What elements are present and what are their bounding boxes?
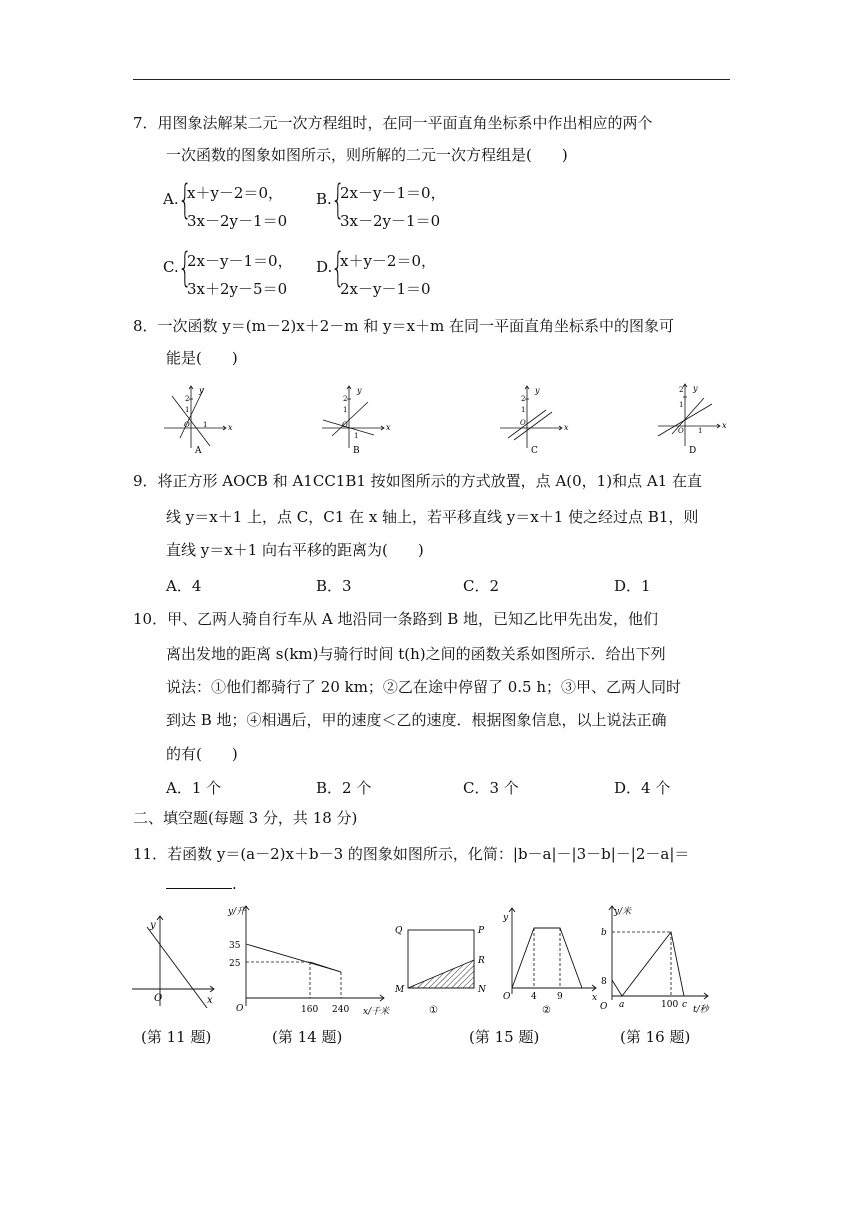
tick-2: 2 <box>343 395 348 403</box>
q7-option-b-label: B. <box>316 190 332 208</box>
q7-b-eq2: 3x－2y－1＝0 <box>340 212 441 230</box>
tick-1-x: 1 <box>203 421 208 429</box>
q10-option-d[interactable]: D．4 个 <box>614 779 671 797</box>
q10-option-a[interactable]: A．1 个 <box>166 779 222 797</box>
q9-option-c[interactable]: C．2 <box>463 577 500 595</box>
origin-label: O <box>678 427 684 435</box>
q11-period: . <box>232 875 237 893</box>
q9-line2: 线 y＝x＋1 上，点 C，C1 在 x 轴上，若平移直线 y＝x＋1 使之经过点 B1，则 <box>166 508 699 526</box>
tick-2: 2 <box>679 386 684 394</box>
fig11-y-label: y <box>150 920 156 931</box>
tick-1-x: 1 <box>698 427 703 435</box>
tick-1: 1 <box>521 406 526 414</box>
q7-option-d-label: D. <box>316 258 333 276</box>
tick-1: 1 <box>679 401 684 409</box>
fig15-n: N <box>478 985 486 995</box>
fig14-v25: 25 <box>229 959 241 969</box>
fig11-x-label: x <box>207 995 213 1006</box>
fig14-v240: 240 <box>332 1005 350 1015</box>
fig15-m: M <box>395 985 405 995</box>
figure-14-caption: (第 14 题) <box>272 1028 343 1046</box>
fig15-p: P <box>478 926 485 936</box>
figure-16-caption: (第 16 题) <box>620 1028 691 1046</box>
figure-16 <box>598 900 716 1018</box>
fig15b-t4: 4 <box>531 992 537 1002</box>
fig15b-origin: O <box>503 992 511 1002</box>
tick-1: 1 <box>343 406 348 414</box>
origin-label: O <box>520 419 526 427</box>
q8-graph-d[interactable] <box>654 380 734 457</box>
origin-label: O <box>184 421 190 429</box>
fig16-a: a <box>619 1000 625 1010</box>
graph-label-b: B <box>353 446 360 456</box>
fig16-origin: O <box>600 1002 608 1012</box>
q7-a-eq1: x＋y－2＝0， <box>187 184 284 202</box>
tick-2: 2 <box>521 395 526 403</box>
q8-graph-a[interactable] <box>160 382 240 457</box>
q9-option-d[interactable]: D．1 <box>614 577 651 595</box>
figure-14 <box>226 900 396 1020</box>
fig16-v8: 8 <box>601 977 607 987</box>
brace: { <box>331 177 345 223</box>
graph-label-c: C <box>531 446 538 456</box>
q10-line1: 10．甲、乙两人骑自行车从 A 地沿同一条路到 B 地，已知乙比甲先出发，他们 <box>133 610 659 628</box>
q7-option-a-label: A. <box>163 190 179 208</box>
brace: { <box>331 245 345 291</box>
fig16-b: b <box>601 928 607 938</box>
tick-2: 2 <box>185 395 190 403</box>
q7-b-eq1: 2x－y－1＝0， <box>340 184 446 202</box>
q7-d-eq2: 2x－y－1＝0 <box>340 280 431 298</box>
q7-a-eq2: 3x－2y－1＝0 <box>187 212 288 230</box>
fig15-q: Q <box>395 926 403 936</box>
graph-label-d: D <box>689 446 697 456</box>
q9-option-a[interactable]: A．4 <box>166 577 202 595</box>
q8-line2: 能是( ) <box>166 349 238 367</box>
q10-line3: 说法：①他们都骑行了 20 km；②乙在途中停留了 0.5 h；③甲、乙两人同时 <box>166 678 681 696</box>
q10-option-b[interactable]: B．2 个 <box>316 779 372 797</box>
origin-label: O <box>342 421 348 429</box>
answer-blank[interactable] <box>166 874 232 889</box>
fig11-origin: O <box>154 993 163 1004</box>
q7-c-eq2: 3x＋2y－5＝0 <box>187 280 288 298</box>
q8-graph-c[interactable] <box>496 382 576 457</box>
q9-line3: 直线 y＝x＋1 向右平移的距离为( ) <box>166 541 424 559</box>
figure-15-part2 <box>498 902 602 1018</box>
section-2-heading: 二、填空题(每题 3 分，共 18 分) <box>133 809 358 827</box>
q10-line2: 离出发地的距离 s(km)与骑行时间 t(h)之间的函数关系如图所示．给出下列 <box>166 645 666 663</box>
q10-line5: 的有( ) <box>166 745 238 763</box>
q8-line1: 8．一次函数 y＝(m－2)x＋2－m 和 y＝x＋m 在同一平面直角坐标系中的图象可 <box>133 317 674 335</box>
fig15b-t9: 9 <box>557 992 563 1002</box>
q10-option-c[interactable]: C．3 个 <box>463 779 519 797</box>
q9-line1: 9．将正方形 AOCB 和 A1CC1B1 按如图所示的方式放置，点 A(0，1)和点 A1 在直 <box>133 472 702 490</box>
fig16-x-label: t/秒 <box>693 1005 709 1015</box>
fig15-r: R <box>478 956 485 966</box>
brace: { <box>178 177 192 223</box>
q7-option-c-label: C. <box>163 258 179 276</box>
q7-d-eq1: x＋y－2＝0， <box>340 252 437 270</box>
y-axis-label: y <box>357 386 362 395</box>
q7-c-eq1: 2x－y－1＝0， <box>187 252 293 270</box>
q11-answer-line[interactable] <box>166 868 736 900</box>
fig16-y-label: y/米 <box>614 907 632 917</box>
fig16-v100: 100 <box>661 1000 679 1010</box>
fig14-v160: 160 <box>301 1005 319 1015</box>
header-rule <box>133 79 730 80</box>
q7-line1: 7．用图象法解某二元一次方程组时，在同一平面直角坐标系中作出相应的两个 <box>133 114 653 132</box>
figure-15-caption: (第 15 题) <box>469 1028 540 1046</box>
y-axis-label: y <box>199 386 204 395</box>
fig14-x-label: x/千米 <box>363 1007 390 1017</box>
tick-1: 1 <box>185 406 190 414</box>
figure-11 <box>128 908 224 1008</box>
q7-line2: 一次函数的图象如图所示，则所解的二元一次方程组是( ) <box>166 146 568 164</box>
x-axis-label: x <box>564 423 569 432</box>
figure-15-part1 <box>391 918 493 1018</box>
y-axis-label: y <box>535 386 540 395</box>
graph-label-a: A <box>195 446 202 456</box>
fig15-mark-1: ① <box>429 1005 438 1016</box>
fig15-mark-2: ② <box>542 1005 551 1016</box>
q11-line1: 11．若函数 y＝(a－2)x＋b－3 的图象如图所示，化简：|b－a|－|3－b|－|2－a|＝ <box>133 845 690 863</box>
q9-option-b[interactable]: B．3 <box>316 577 352 595</box>
figure-11-caption: (第 11 题) <box>141 1028 212 1046</box>
fig14-v35: 35 <box>229 941 241 951</box>
x-axis-label: x <box>386 423 391 432</box>
fig15b-x: x <box>592 993 598 1003</box>
x-axis-label: x <box>722 421 727 430</box>
y-axis-label: y <box>693 384 698 393</box>
x-axis-label: x <box>228 423 233 432</box>
fig14-origin: O <box>236 1004 244 1014</box>
fig14-y-label: y/升 <box>228 907 246 917</box>
fig15b-y: y <box>503 913 509 923</box>
q8-graph-b[interactable] <box>318 382 398 457</box>
q10-line4: 到达 B 地；④相遇后，甲的速度＜乙的速度．根据图象信息，以上说法正确 <box>166 711 667 729</box>
fig16-c: c <box>682 1000 688 1010</box>
brace: { <box>178 245 192 291</box>
tick-1-x: 1 <box>354 432 359 440</box>
